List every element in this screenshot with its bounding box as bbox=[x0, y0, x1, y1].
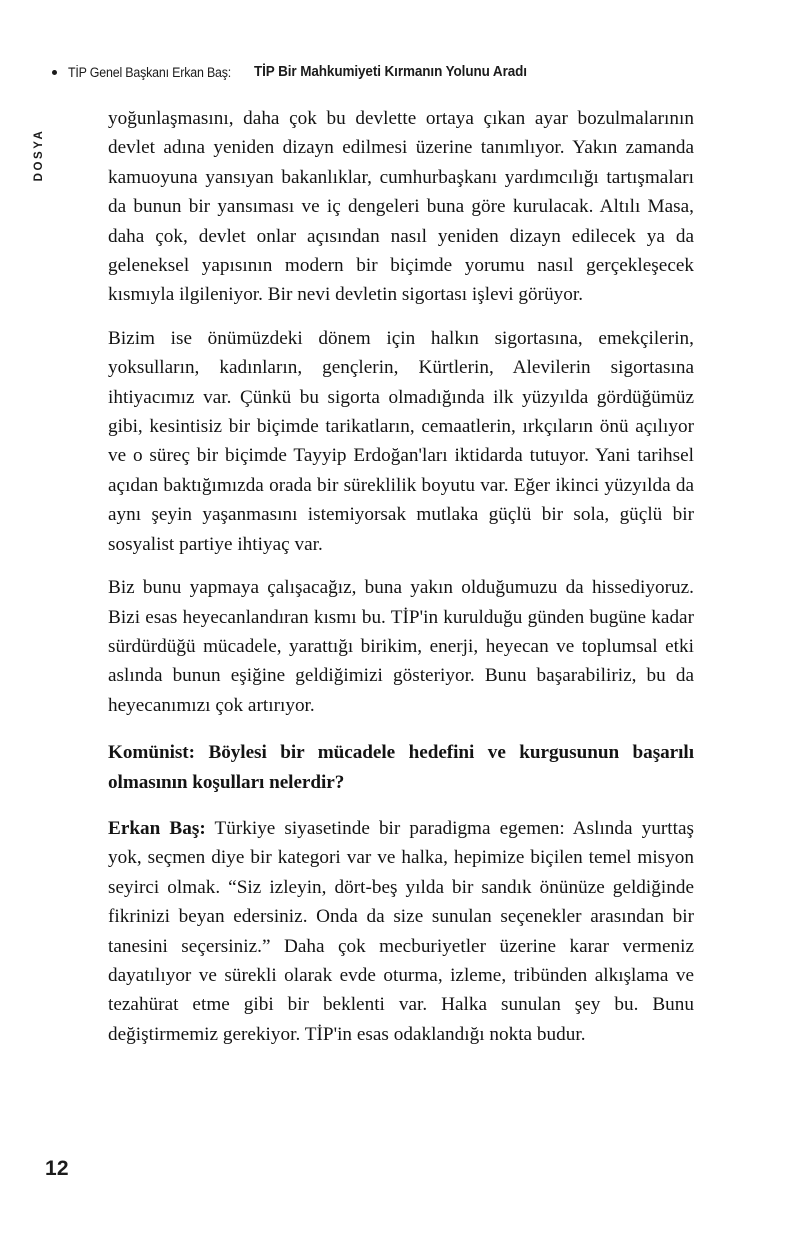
page-number: 12 bbox=[45, 1157, 69, 1180]
answer-body-text: Türkiye siyasetinde bir paradigma egemen: Aslında yurttaş yok, seçmen diye bir kategori var ve halka, hepimize biçilen temel misyon seyirci olmak. “Siz izleyin, dört-beş yılda bir sandık önünüze geldiğinde fikrinizi beyan edersiniz. Onda da size sunulan seçenekler arasından bir tanesini seçersiniz.” Daha çok mecburiyetler üzerine karar vermeniz dayatılıyor ve sürekli olarak evde oturma, izleme, tribünden alkışlama ve tezahürat etme gibi bir beklenti var. Halka sunulan şey bu. Bunu değiştirmemiz gerekiyor. TİP'in esas odaklandığı nokta budur. bbox=[108, 817, 694, 1045]
section-tab-label: DOSYA bbox=[33, 128, 45, 182]
interview-answer bbox=[108, 814, 694, 1049]
header-article-title: TİP Bir Mahkumiyeti Kırmanın Yolunu Aradı bbox=[254, 64, 528, 80]
body-text-column bbox=[108, 104, 694, 1049]
answer-speaker-label: Erkan Baş: bbox=[108, 817, 206, 839]
paragraph-1: yoğunlaşmasını, daha çok bu devlette ortaya çıkan ayar bozulmalarının devlet adına yeniden dizayn edilmesi üzerine tanımlıyor. Yakın zamanda kamuoyuna yansıyan bakanlıklar, cumhurbaşkanı yardımcılığı tartışmaları da bunun bir yansıması ve iç dengeleri buna göre kurulacak. Altılı Masa, daha çok, devlet onlar açısından nasıl yeniden dizayn edilecek ya da geleneksel yapısının modern bir biçimde yorumu nasıl gerçekleşecek kısmıyla ilgileniyor. Bir nevi devletin sigortası işlevi görüyor. bbox=[108, 108, 694, 306]
section-tab bbox=[28, 100, 50, 210]
interview-question: Komünist: Böylesi bir mücadele hedefini ve kurgusunun başarılı olmasının koşulları nelerdir? bbox=[108, 742, 694, 793]
bullet-dot-icon bbox=[52, 70, 57, 75]
header-kicker: TİP Genel Başkanı Erkan Baş: bbox=[68, 64, 232, 80]
running-header bbox=[52, 60, 752, 84]
paragraph-3: Biz bunu yapmaya çalışacağız, buna yakın olduğumuzu da hissediyoruz. Bizi esas heyecanlandıran kısmı bu. TİP'in kurulduğu günden bugüne kadar sürdürdüğü mücadele, yarattığı birikim, enerji, heyecan ve toplumsal etki aslında bunun eşiğine geldiğimizi gösteriyor. Bunu başarabiliriz, bu da heyecanımızı çok artırıyor. bbox=[108, 577, 694, 716]
paragraph-2: Bizim ise önümüzdeki dönem için halkın sigortasına, emekçilerin, yoksulların, kadınların, gençlerin, Kürtlerin, Alevilerin sigortasına ihtiyacımız var. Çünkü bu sigorta olmadığında ilk yüzyılda gördüğümüz gibi, kesintisiz bir biçimde tarikatların, cemaatlerin, ırkçıların önü açılıyor ve o süreç bir biçimde Tayyip Erdoğan'ları iktidarda tutuyor. Yani tarihsel açıdan baktığımızda orada bir süreklilik boyutu var. Eğer ikinci yüzyılda da aynı şeyin yaşanmasını istemiyorsak mutlaka güçlü bir sola, güçlü bir sosyalist partiye ihtiyaç var. bbox=[108, 327, 694, 555]
